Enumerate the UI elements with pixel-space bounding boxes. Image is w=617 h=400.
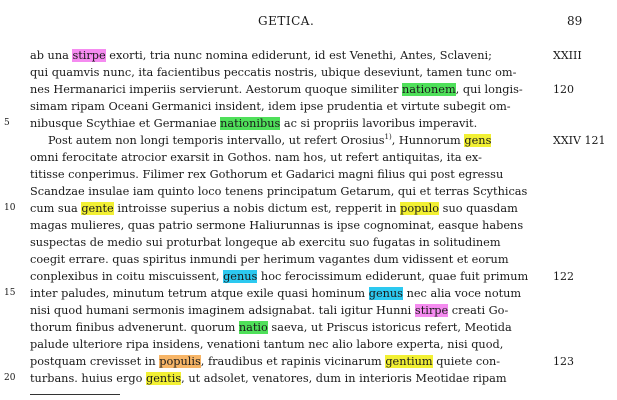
text-span: Post autem non longi temporis intervallo, ut refert Orosius [48,134,385,147]
text-span: cum sua [30,202,82,215]
text-span: creati Go- [448,304,509,317]
text-line [30,81,550,98]
text-span: ac si propriis lavoribus imperavit. [280,117,478,130]
text-span: nec alia voce notum [403,287,522,300]
text-line [30,319,550,336]
text-line [30,149,550,166]
text-line [30,302,550,319]
text-span: omni ferocitate atrocior exarsit in Gothos. nam hos, ut refert antiquitas, ita ex- [30,151,482,164]
footnote-marker: 1) [384,133,392,142]
chapter-marker: XXIV 121 [553,134,606,147]
text-line [30,98,550,115]
highlight-word: stirpe [414,304,449,317]
text-span: magas mulieres, quas patrio sermone Haliurunnas is ipse cognominat, easque habens [30,219,524,232]
text-span: , fraudibus et rapinis vicinarum [200,355,386,368]
text-span: nes Hermanarici imperiis servierunt. Aestorum quoque similiter [30,83,403,96]
line-number: 5 [4,118,10,128]
text-line [30,166,550,183]
text-span: , qui longis- [455,83,523,96]
section-marker: 122 [553,270,574,283]
text-span: inter paludes, minutum tetrum atque exile quasi hominum [30,287,369,300]
line-number: 20 [4,373,16,383]
text-line [30,285,550,302]
text-line [30,64,550,81]
text-span: nibusque Scythiae et Germaniae [30,117,221,130]
text-span: saeva, ut Priscus istoricus refert, Meotida [267,321,512,334]
highlight-word: populo [400,202,440,215]
text-span: palude ulteriore ripa insidens, venationi tantum nec alio labore experta, nisi quod, [30,338,504,351]
text-span: suo quasdam [439,202,518,215]
highlight-word: gentium [385,355,433,368]
text-line [30,234,550,251]
text-span: , ut adsolet, venatores, dum in interioris Meotidae ripam [181,372,507,385]
section-marker: 120 [553,83,574,96]
highlight-word: populis [159,355,201,368]
text-line [30,353,550,370]
text-span: simam ripam Oceani Germanici insident, idem ipse prudentia et virtute subegit om- [30,100,511,113]
text-span: conplexibus in coitu miscuissent, [30,270,224,283]
highlight-word: genus [368,287,403,300]
highlight-word: gente [81,202,114,215]
highlight-word: nationem [402,83,456,96]
text-span: titisse conperimus. Filimer rex Gothorum et Gadarici magni filius qui post egressu [30,168,504,181]
highlight-word: stirpe [72,49,106,62]
text-line [30,47,550,64]
text-span: Scandzae insulae iam quinto loco tenens principatum Getarum, qui et terras Scythicas [30,185,528,198]
text-span: postquam crevisset in [30,355,160,368]
text-span: quiete con- [432,355,501,368]
text-span: suspectas de medio sui proturbat longeque ab exercitu suo fugatas in solitudinem [30,236,501,249]
text-span: turbans. huius ergo [30,372,146,385]
text-line [30,370,550,387]
text-line [48,132,550,149]
page-number: 89 [567,14,583,28]
text-line [30,217,550,234]
text-span: exorti, tria nunc nomina ediderunt, id est Venethi, Antes, Sclaveni; [105,49,492,62]
highlight-word: natio [238,321,268,334]
text-line [30,115,550,132]
chapter-marker: XXIII [553,49,582,62]
text-span: qui quamvis nunc, ita facientibus peccatis nostris, ubique deseviunt, tamen tunc om- [30,66,517,79]
text-line [30,268,550,285]
section-marker: 123 [553,355,574,368]
line-number: 10 [4,203,16,213]
text-line [30,183,550,200]
text-span: hoc ferocissimum ediderunt, quae fuit primum [257,270,529,283]
footnote-rule [30,394,120,395]
text-span: ab una [30,49,73,62]
highlight-word: nationibus [220,117,281,130]
text-line [30,336,550,353]
text-line [30,251,550,268]
text-span: , Hunnorum [391,134,465,147]
highlight-word: gens [464,134,492,147]
running-header-title: GETICA. [258,14,315,28]
text-span: thorum finibus advenerunt. quorum [30,321,239,334]
text-span: coegit errare. quas spiritus inmundi per herimum vagantes dum vidissent et eorum [30,253,509,266]
text-span: introisse superius a nobis dictum est, repperit in [113,202,401,215]
highlight-word: gentis [145,372,182,385]
highlight-word: genus [223,270,258,283]
text-line [30,200,550,217]
line-number: 15 [4,288,16,298]
text-span: nisi quod humani sermonis imaginem adsignabat. tali igitur Hunni [30,304,415,317]
